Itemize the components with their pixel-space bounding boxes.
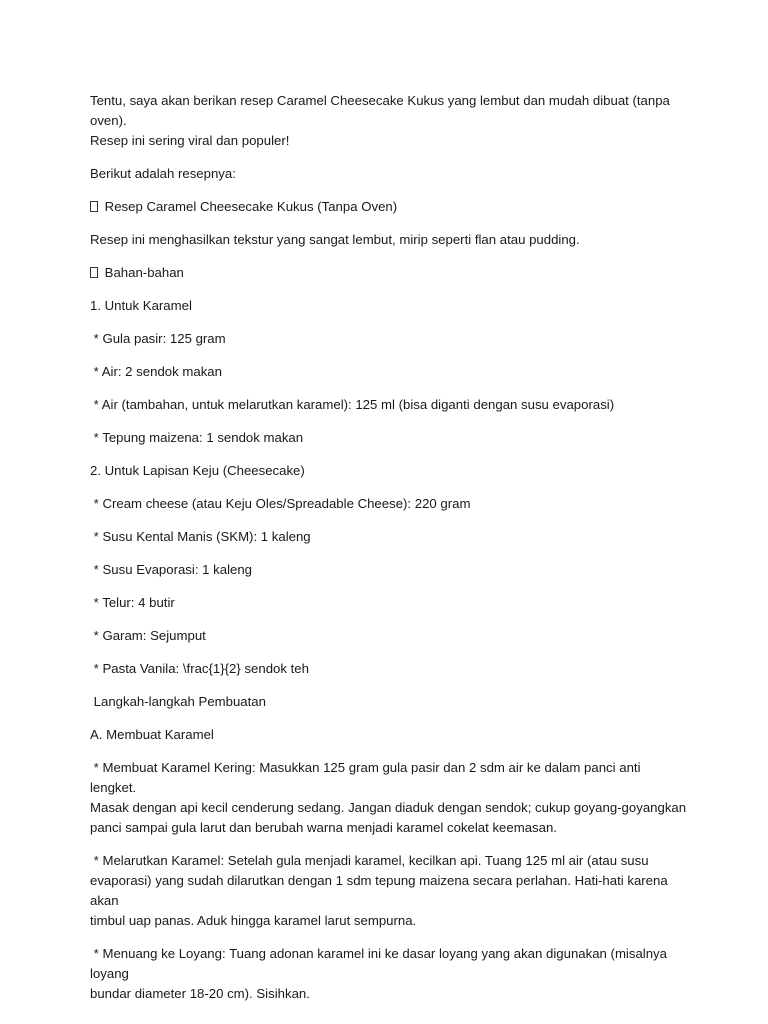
list-item: * Tepung maizena: 1 sendok makan [90,430,304,445]
intro-paragraph: Tentu, saya akan berikan resep Caramel Cheesecake Kukus yang lembut dan mudah dibuat (tanpa oven). Resep ini sering viral dan populer! [90,93,670,148]
recipe-title-text: Resep Caramel Cheesecake Kukus (Tanpa Oven) [101,199,398,214]
list-item: * Telur: 4 butir [90,595,175,610]
step-item: * Membuat Karamel Kering: Masukkan 125 gram gula pasir dan 2 sdm air ke dalam panci anti lengket. Masak dengan api kecil cenderung sedang. Jangan diaduk dengan sendok; cukup goyang-goyangkan panci sampai gula larut dan berubah warna menjadi karamel cokelat keemasan. [90,760,687,835]
ingredients-heading [90,263,690,283]
list-item: * Air: 2 sendok makan [90,364,222,379]
document-body [90,91,690,1017]
steps-heading: Langkah-langkah Pembuatan [90,694,266,709]
missing-glyph-icon [90,267,98,278]
list-item: * Air (tambahan, untuk melarutkan karamel): 125 ml (bisa diganti dengan susu evaporasi) [90,397,615,412]
section-heading-make-caramel: A. Membuat Karamel [90,727,214,742]
list-item: * Garam: Sejumput [90,628,206,643]
recipe-title [90,197,690,217]
missing-glyph-icon [90,201,98,212]
section-heading-caramel: 1. Untuk Karamel [90,298,192,313]
list-item: * Cream cheese (atau Keju Oles/Spreadable Cheese): 220 gram [90,496,471,511]
recipe-description: Resep ini menghasilkan tekstur yang sangat lembut, mirip seperti flan atau pudding. [90,232,580,247]
list-item: * Pasta Vanila: \frac{1}{2} sendok teh [90,661,309,676]
lead-paragraph: Berikut adalah resepnya: [90,166,236,181]
section-heading-cheese: 2. Untuk Lapisan Keju (Cheesecake) [90,463,305,478]
step-item: * Melarutkan Karamel: Setelah gula menjadi karamel, kecilkan api. Tuang 125 ml air (atau susu evaporasi) yang sudah dilarutkan dengan 1 sdm tepung maizena secara perlahan. Hati-hati karena akan timbul uap panas. Aduk hingga karamel larut sempurna. [90,853,668,928]
list-item: * Susu Kental Manis (SKM): 1 kaleng [90,529,311,544]
ingredients-heading-text: Bahan-bahan [101,265,184,280]
list-item: * Gula pasir: 125 gram [90,331,226,346]
list-item: * Susu Evaporasi: 1 kaleng [90,562,253,577]
step-item: * Menuang ke Loyang: Tuang adonan karamel ini ke dasar loyang yang akan digunakan (misalnya loyang bundar diameter 18-20 cm). Sisihkan. [90,946,667,1001]
